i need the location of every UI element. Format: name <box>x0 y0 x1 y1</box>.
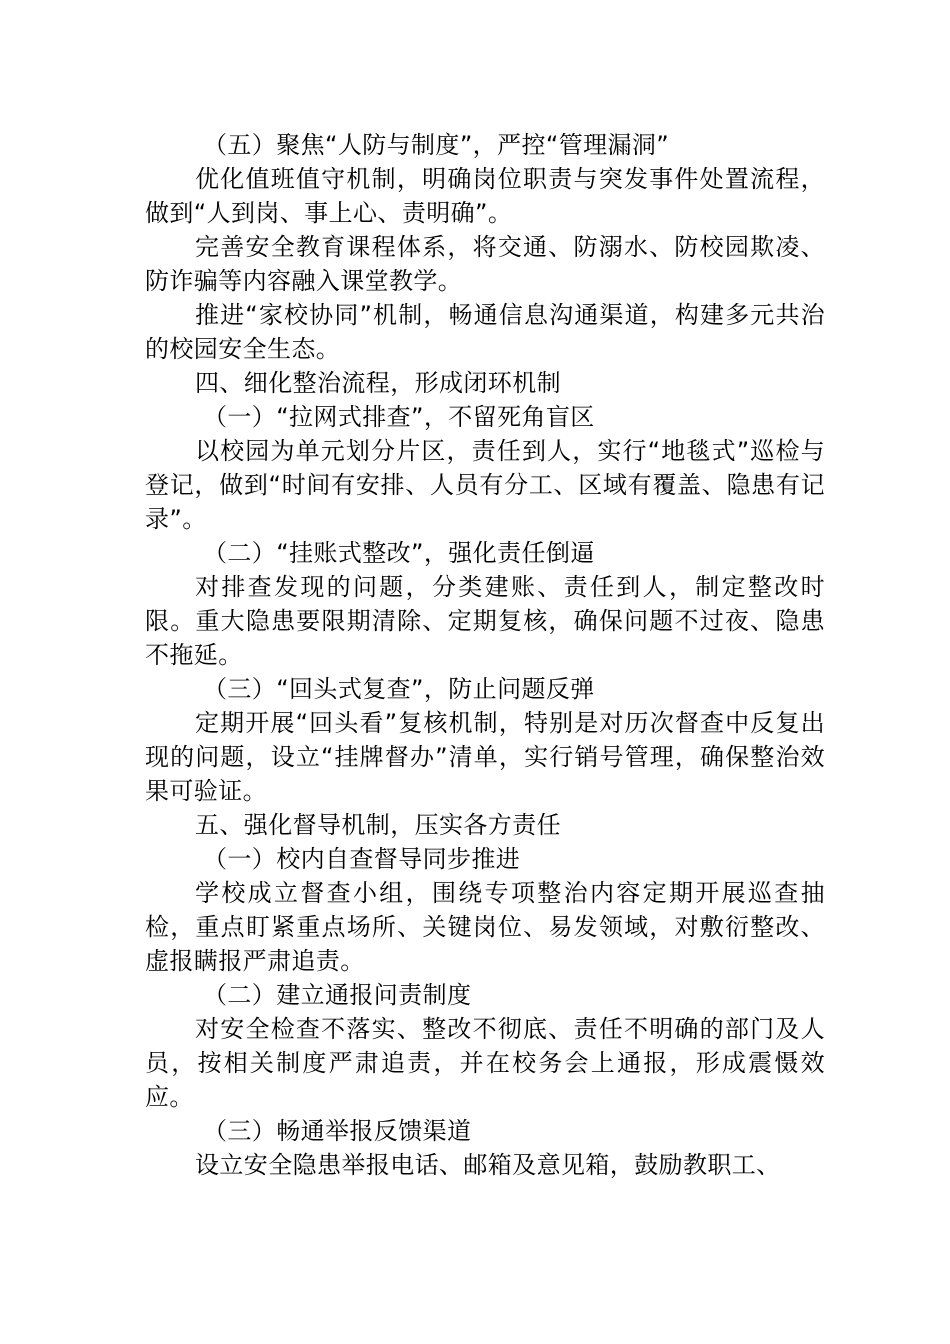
subheading-two: （二）建立通报问责制度 <box>203 981 472 1009</box>
body-paragraph: 定期开展“回头看”复核机制，特别是对历次督查中反复出现的问题，设立“挂牌督办”清单，实行销号管理，确保整治效果可验证。 <box>145 709 825 805</box>
body-paragraph: 设立安全隐患举报电话、邮箱及意见箱，鼓励教职工、 <box>195 1151 781 1179</box>
subheading-one: （一）校内自查督导同步推进 <box>203 845 521 873</box>
body-paragraph: 对安全检查不落实、整改不彻底、责任不明确的部门及人员，按相关制度严肃追责，并在校务会上通报，形成震慑效应。 <box>145 1015 825 1111</box>
body-paragraph: 对排查发现的问题，分类建账、责任到人，制定整改时限。重大隐患要限期清除、定期复核，确保问题不过夜、隐患不拖延。 <box>145 573 825 669</box>
body-paragraph: 优化值班值守机制，明确岗位职责与突发事件处置流程，做到“人到岗、事上心、责明确”。 <box>145 165 825 227</box>
subheading-five: （五）聚焦“人防与制度”，严控“管理漏洞” <box>203 131 670 159</box>
body-paragraph: 完善安全教育课程体系，将交通、防溺水、防校园欺凌、防诈骗等内容融入课堂教学。 <box>145 233 825 295</box>
body-paragraph: 推进“家校协同”机制，畅通信息沟通渠道，构建多元共治的校园安全生态。 <box>145 301 825 363</box>
body-paragraph: 以校园为单元划分片区，责任到人，实行“地毯式”巡检与登记，做到“时间有安排、人员有分工、区域有覆盖、隐患有记录”。 <box>145 437 825 533</box>
subheading-one: （一）“拉网式排查”，不留死角盲区 <box>203 403 595 431</box>
subheading-two: （二）“挂账式整改”，强化责任倒逼 <box>203 539 595 567</box>
section-heading-five: 五、强化督导机制，压实各方责任 <box>195 811 561 839</box>
subheading-three: （三）畅通举报反馈渠道 <box>203 1117 472 1145</box>
section-heading-four: 四、细化整治流程，形成闭环机制 <box>195 369 561 397</box>
document-body <box>145 128 825 1182</box>
subheading-three: （三）“回头式复查”，防止问题反弹 <box>203 675 595 703</box>
body-paragraph: 学校成立督查小组，围绕专项整治内容定期开展巡查抽检，重点盯紧重点场所、关键岗位、易发领域，对敷衍整改、虚报瞒报严肃追责。 <box>145 879 825 975</box>
